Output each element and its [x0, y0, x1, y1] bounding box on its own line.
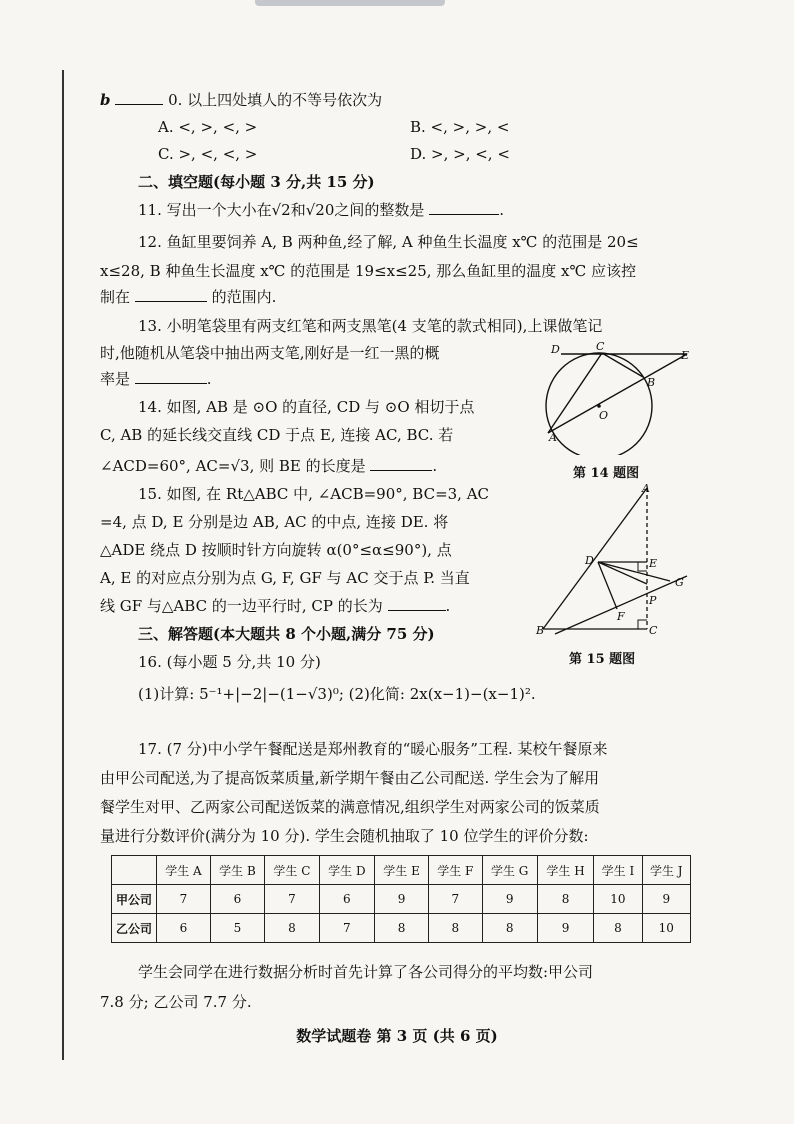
q12-line3-post: 的范围内.: [211, 288, 277, 306]
fig15-label-g: G: [675, 576, 684, 589]
q16-head: 16. (每小题 5 分,共 10 分): [138, 653, 321, 671]
q15-line1: 15. 如图, 在 Rt△ABC 中, ∠ACB=90°, BC=3, AC: [138, 485, 490, 503]
q12-line2: x≤28, B 种鱼生长温度 x℃ 的范围是 19≤x≤25, 那么鱼缸里的温度 x℃ 应该控: [100, 262, 637, 280]
fig14-label-e: E: [681, 349, 690, 362]
fig14-label-d: D: [551, 343, 560, 356]
q15-line5-post: .: [445, 597, 451, 615]
q11-root2: √20: [305, 201, 335, 219]
table-cell: 7: [265, 885, 320, 914]
fig15-right-angle-e: [638, 562, 647, 571]
fig15-label-a: A: [642, 482, 650, 495]
q16-body: (1)计算: 5⁻¹+|−2|−(1−√3)⁰; (2)化简: 2x(x−1)−(x−1)².: [138, 685, 536, 703]
fig14-chord-cb: [602, 353, 643, 377]
q14-line2: C, AB 的延长线交直线 CD 于点 E, 连接 AC, BC. 若: [100, 426, 454, 444]
section2-title: 二、填空题(每小题 3 分,共 15 分): [138, 173, 375, 191]
fig14-label-o: O: [599, 409, 609, 422]
q14-line3-post: .: [432, 457, 438, 475]
q13-line3-pre: 率是: [100, 370, 131, 388]
q10-option-c: C. >, <, <, >: [158, 145, 258, 163]
fig14-line-ae: [548, 354, 687, 433]
q12-line3: [100, 287, 276, 307]
table-cell: 6: [319, 885, 374, 914]
q11-root1: √2: [271, 201, 291, 219]
table-cell: 9: [375, 885, 429, 914]
table-cell: 8: [537, 885, 594, 914]
q14-blank: [370, 456, 432, 471]
table-cell: 10: [642, 914, 690, 943]
q14-line3: [100, 456, 437, 476]
q11-mid: 和: [290, 201, 306, 219]
table-header-cell: 学生 A: [157, 856, 211, 885]
q14-line1: 14. 如图, AB 是 ⊙O 的直径, CD 与 ⊙O 相切于点: [138, 398, 475, 416]
fig15-line-gf: [555, 576, 687, 634]
fig15-label-p: P: [649, 594, 657, 607]
q13-blank: [135, 369, 207, 384]
q11-post: 之间的整数是: [334, 201, 425, 219]
q15-line3: △ADE 绕点 D 按顺时针方向旋转 α(0°≤α≤90°), 点: [100, 541, 452, 559]
table-cell: 7: [319, 914, 374, 943]
figure-14-diagram: [545, 340, 705, 455]
fig15-label-b: B: [536, 624, 545, 637]
q11-blank: [429, 200, 499, 215]
table-cell: 6: [157, 914, 211, 943]
q15-line2: =4, 点 D, E 分别是边 AB, AC 的中点, 连接 DE. 将: [100, 513, 449, 531]
fig15-label-e: E: [649, 557, 658, 570]
q15-line5-pre: 线 GF 与△ABC 的一边平行时, CP 的长为: [100, 597, 383, 615]
page-footer: 数学试题卷 第 3 页 (共 6 页): [296, 1027, 498, 1045]
fig14-chord-ac: [548, 353, 602, 433]
q17-line4: 量进行分数评价(满分为 10 分). 学生会随机抽取了 10 位学生的评价分数:: [100, 827, 589, 845]
section3-title: 三、解答题(本大题共 8 个小题,满分 75 分): [138, 625, 435, 643]
figure-15-caption: 第 15 题图: [569, 652, 636, 667]
fig15-label-f: F: [617, 610, 625, 623]
fig14-label-b: B: [647, 376, 656, 389]
fig14-label-a: A: [549, 431, 557, 444]
table-row: [112, 885, 691, 914]
table-header-cell: 学生 I: [594, 856, 642, 885]
q10-blank: [115, 90, 163, 105]
table-header-row: [112, 856, 691, 885]
table-cell: 8: [429, 914, 482, 943]
table-cell: 9: [537, 914, 594, 943]
table-cell: 8: [594, 914, 642, 943]
table-row-label: 乙公司: [112, 914, 157, 943]
table-header-cell: 学生 G: [482, 856, 537, 885]
q17-line2: 由甲公司配送,为了提高饭菜质量,新学期午餐由乙公司配送. 学生会为了解用: [100, 769, 600, 787]
q10-var: b: [100, 91, 111, 109]
q11-end: .: [499, 201, 504, 219]
figure-14-caption: 第 14 题图: [573, 466, 640, 481]
fig15-side-ab: [543, 488, 647, 629]
score-table: [111, 855, 691, 943]
q14-root: √3: [230, 457, 250, 475]
q13-line3: [100, 369, 212, 389]
table-cell: 8: [482, 914, 537, 943]
q11-pre: 11. 写出一个大小在: [138, 201, 272, 219]
q10-option-b: B. <, >, >, <: [410, 118, 510, 136]
table-cell: 7: [157, 885, 211, 914]
q10-option-a: A. <, >, <, >: [158, 118, 258, 136]
q11: [138, 200, 504, 220]
q12-blank: [135, 287, 207, 302]
table-cell: 6: [210, 885, 264, 914]
binding-margin-line: [62, 70, 64, 1060]
table-cell: 10: [594, 885, 642, 914]
q17-line1: 17. (7 分)中小学午餐配送是郑州教育的“暖心服务”工程. 某校午餐原来: [138, 740, 608, 758]
table-row: [112, 914, 691, 943]
q12-line1: 12. 鱼缸里要饲养 A, B 两种鱼,经了解, A 种鱼生长温度 x℃ 的范围是 20≤: [138, 233, 639, 251]
q10-option-d: D. >, >, <, <: [410, 145, 510, 163]
table-header-cell: 学生 F: [429, 856, 482, 885]
after-table-line1: 学生会同学在进行数据分析时首先计算了各公司得分的平均数:甲公司: [138, 963, 594, 981]
table-header-cell: 学生 H: [537, 856, 594, 885]
table-cell: 9: [642, 885, 690, 914]
q13-line2: 时,他随机从笔袋中抽出两支笔,刚好是一红一黑的概: [100, 344, 440, 362]
q15-blank: [388, 596, 446, 611]
q15-line5: [100, 596, 450, 616]
fig15-label-c: C: [649, 624, 658, 637]
scan-top-mark: [255, 0, 445, 6]
table-corner-cell: [112, 856, 157, 885]
table-header-cell: 学生 J: [642, 856, 690, 885]
table-header-cell: 学生 B: [210, 856, 264, 885]
table-cell: 7: [429, 885, 482, 914]
table-row-label: 甲公司: [112, 885, 157, 914]
figure-15-diagram: [535, 478, 695, 643]
q15-line4: A, E 的对应点分别为点 G, F, GF 与 AC 交于点 P. 当直: [100, 569, 470, 587]
q17-line3: 餐学生对甲、乙两家公司配送饭菜的满意情况,组织学生对两家公司的饭菜质: [100, 798, 600, 816]
table-header-cell: 学生 D: [319, 856, 374, 885]
q10-tail-line: [100, 90, 382, 110]
q10-tail-text: 0. 以上四处填人的不等号依次为: [168, 91, 383, 109]
after-table-line2: 7.8 分; 乙公司 7.7 分.: [100, 993, 252, 1011]
table-cell: 9: [482, 885, 537, 914]
q14-line3-mid: , 则 BE 的长度是: [249, 457, 366, 475]
table-header-cell: 学生 E: [375, 856, 429, 885]
fig14-center-dot: [597, 404, 601, 408]
table-cell: 5: [210, 914, 264, 943]
fig14-label-c: C: [596, 340, 605, 353]
q13-line3-post: .: [206, 370, 212, 388]
q13-line1: 13. 小明笔袋里有两支红笔和两支黑笔(4 支笔的款式相同),上课做笔记: [138, 317, 603, 335]
q12-line3-pre: 制在: [100, 288, 131, 306]
q14-line3-pre: ∠ACD=60°, AC=: [100, 457, 231, 475]
table-cell: 8: [375, 914, 429, 943]
table-cell: 8: [265, 914, 320, 943]
table-header-cell: 学生 C: [265, 856, 320, 885]
fig15-right-angle-c: [638, 620, 647, 629]
fig15-label-d: D: [585, 554, 594, 567]
